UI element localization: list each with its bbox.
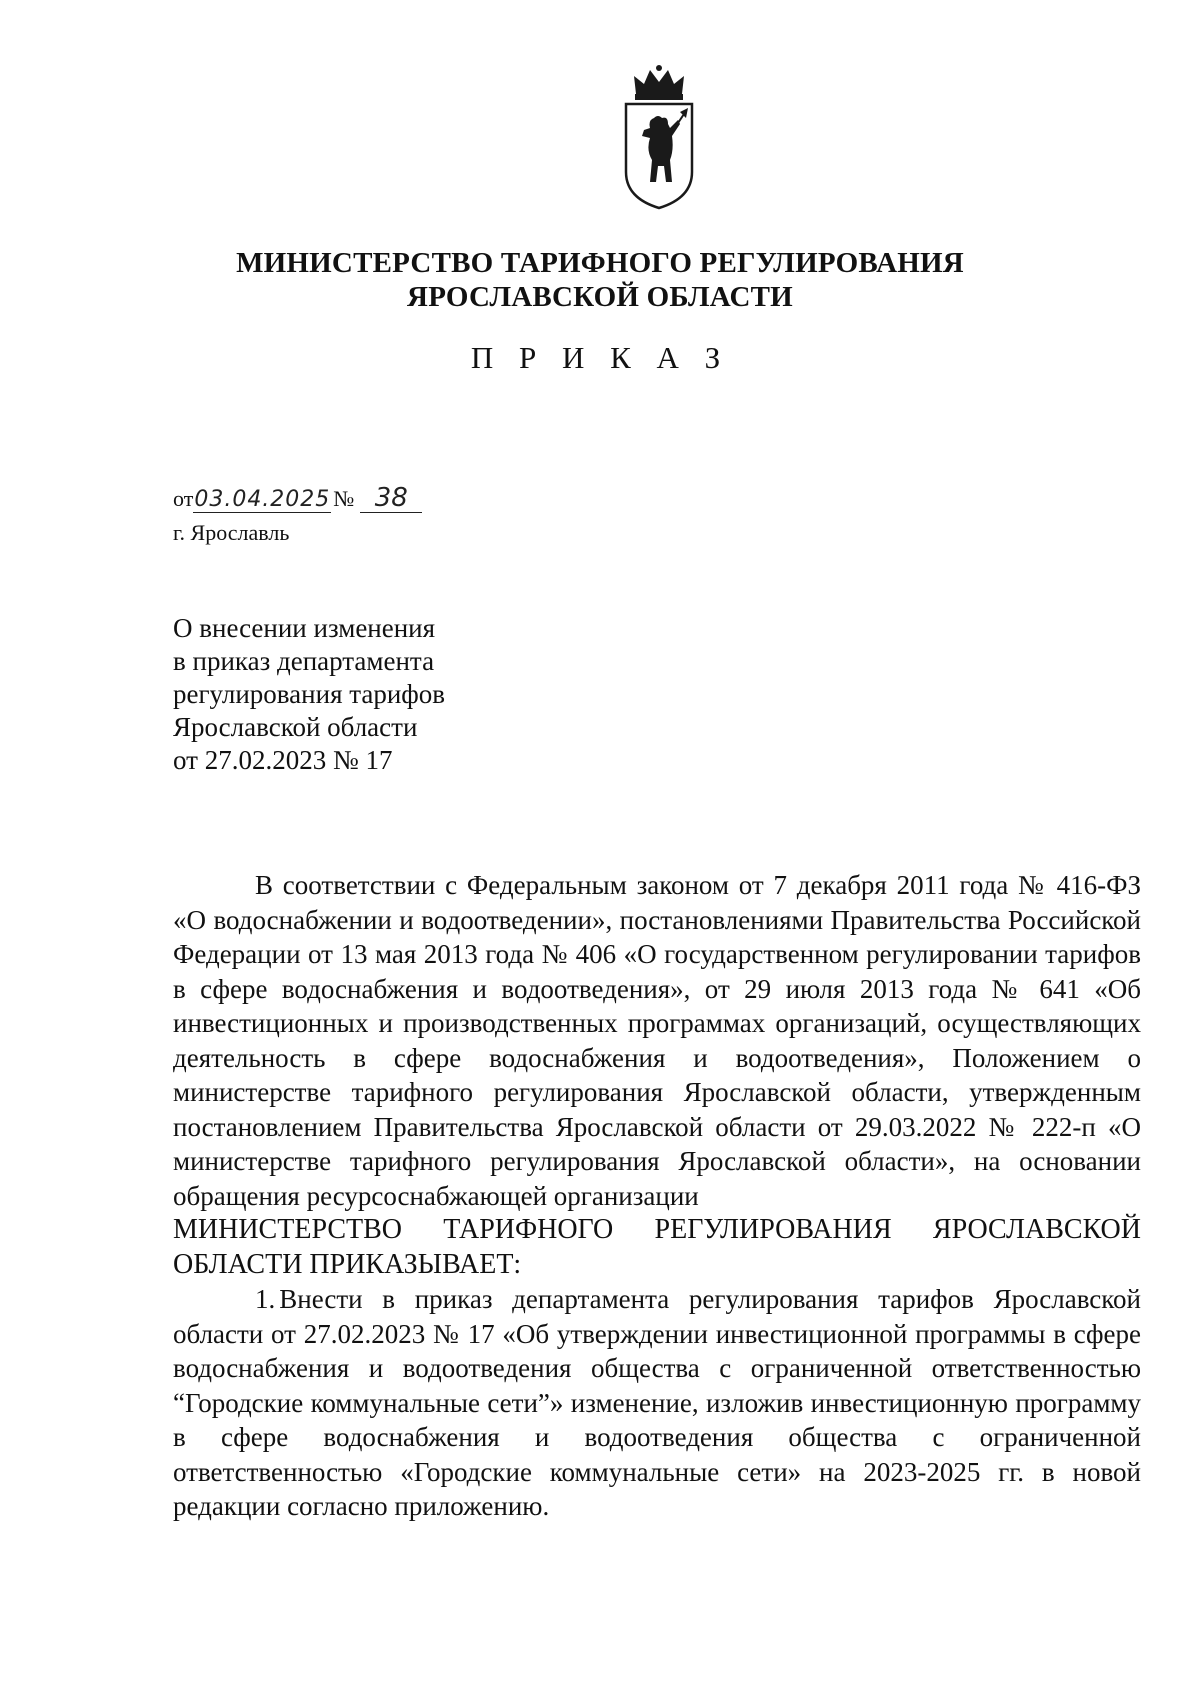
ministry-title-line2: ЯРОСЛАВСКОЙ ОБЛАСТИ — [407, 281, 793, 313]
document-subject — [173, 612, 593, 777]
subject-line: Ярославской области — [173, 712, 418, 742]
number-label: № — [333, 486, 355, 511]
coat-of-arms-yaroslavl-icon — [620, 62, 698, 212]
handwritten-date: 03.04.2025 — [194, 487, 331, 512]
subject-line: от 27.02.2023 № 17 — [173, 745, 393, 775]
order-item-number: 1. — [255, 1284, 276, 1314]
document-body — [173, 868, 1141, 1524]
subject-line: О внесении изменения — [173, 613, 436, 643]
order-item-text: Внести в приказ департамента регулирования тарифов Ярославской области от 27.02.2023 № 17 «Об утверждении инвестиционной программы в сфере водоснабжения и водоотведения общества с ограниченной ответственностью “Городские коммунальные сети”» изменение, изложив инвестиционную программу в сфере водоснабжения и водоотведения общества с ограниченной ответственностью «Городские коммунальные сети» на 2023-2025 гг. в новой редакции согласно приложению. — [173, 1284, 1141, 1521]
city-name: г. Ярославль — [173, 520, 290, 545]
date-prefix: от — [173, 486, 194, 511]
document-type-heading: П Р И К А З — [470, 340, 730, 375]
ministry-title-line1: МИНИСТЕРСТВО ТАРИФНОГО РЕГУЛИРОВАНИЯ — [236, 247, 964, 279]
date-number-line — [173, 484, 422, 514]
preamble-paragraph: В соответствии с Федеральным законом от 7 декабря 2011 года № 416-ФЗ «О водоснабжении и водоотведении», постановлениями Правительства Российской Федерации от 13 мая 2013 года № 406 «О государственном регулировании тарифов в сфере водоснабжения и водоотведения», от 29 июля 2013 года № 641 «Об инвестиционных и производственных программах организаций, осуществляющих деятельность в сфере водоснабжения и водоотведения», Положением о министерстве тарифного регулирования Ярославской области, утвержденным постановлением Правительства Ярославской области от 29.03.2022 № 222-п «О министерстве тарифного регулирования Ярославской области», на основании обращения ресурсоснабжающей организации — [173, 870, 1141, 1211]
subject-line: в приказ департамента — [173, 646, 435, 676]
handwritten-number: 38 — [360, 484, 422, 513]
subject-line: регулирования тарифов — [173, 679, 446, 709]
order-item-1 — [173, 1282, 1141, 1524]
order-phrase: МИНИСТЕРСТВО ТАРИФНОГО РЕГУЛИРОВАНИЯ ЯРОСЛАВСКОЙ ОБЛАСТИ ПРИКАЗЫВАЕТ: — [173, 1214, 1141, 1280]
